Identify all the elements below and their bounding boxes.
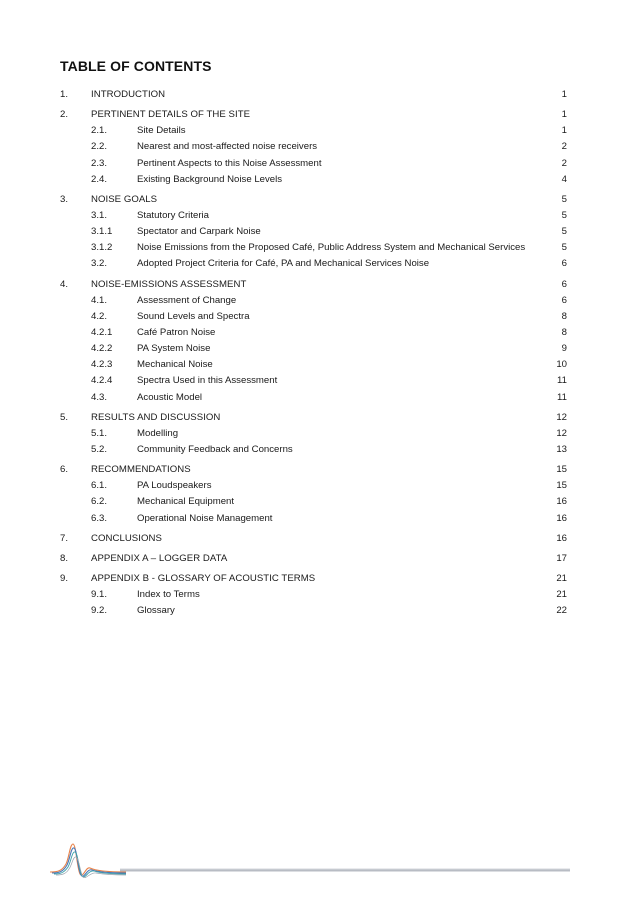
entry-number: 3.: [60, 193, 69, 205]
toc-subentry[interactable]: [60, 357, 567, 373]
entry-title: APPENDIX A – LOGGER DATA: [91, 552, 228, 564]
entry-page-number: 5: [561, 226, 567, 238]
toc-subentry[interactable]: [60, 390, 567, 406]
entry-number: 3.1.1: [91, 226, 113, 238]
entry-page-number: 9: [561, 343, 567, 355]
toc-subentry[interactable]: [60, 511, 567, 527]
entry-number: 4.2.1: [91, 326, 113, 338]
toc-subentry[interactable]: [60, 293, 567, 309]
toc-subentry[interactable]: [60, 256, 567, 272]
toc-section: [60, 531, 567, 547]
toc-section: [60, 277, 567, 406]
entry-number: 6.3.: [91, 512, 108, 524]
entry-number: 4.3.: [91, 391, 108, 403]
entry-title: Index to Terms: [137, 589, 200, 601]
toc-subentry[interactable]: [60, 442, 567, 458]
entry-page-number: 15: [556, 480, 567, 492]
footer-divider: [120, 868, 570, 872]
entry-number: 6.2.: [91, 496, 108, 508]
entry-page-number: 12: [556, 411, 567, 423]
entry-page-number: 1: [561, 109, 567, 121]
entry-number: 9.2.: [91, 605, 108, 617]
toc-subentry[interactable]: [60, 172, 567, 188]
entry-title: Glossary: [137, 605, 175, 617]
entry-title: Spectator and Carpark Noise: [137, 226, 261, 238]
entry-page-number: 17: [556, 552, 567, 564]
entry-title: RESULTS AND DISCUSSION: [91, 411, 221, 423]
entry-number: 1.: [60, 89, 69, 100]
entry-title: Acoustic Model: [137, 391, 203, 403]
entry-title: Nearest and most-affected noise receivers: [137, 141, 318, 153]
entry-page-number: 12: [556, 427, 567, 439]
entry-number: 2.: [60, 109, 69, 121]
entry-page-number: 10: [556, 359, 567, 371]
entry-title: Pertinent Aspects to this Noise Assessment: [137, 157, 322, 169]
entry-number: 2.4.: [91, 173, 108, 185]
toc-subentry[interactable]: [60, 123, 567, 139]
entry-title: Operational Noise Management: [137, 512, 273, 524]
toc-heading: TABLE OF CONTENTS: [60, 58, 212, 74]
entry-title: Noise Emissions from the Proposed Café, Public Address System and Mechanical Services: [137, 242, 526, 254]
toc-subentry[interactable]: [60, 587, 567, 603]
entry-title: Mechanical Equipment: [137, 496, 235, 508]
entry-page-number: 1: [561, 89, 567, 100]
entry-title: CONCLUSIONS: [91, 532, 162, 544]
entry-page-number: 1: [561, 125, 567, 137]
toc-section: [60, 551, 567, 567]
entry-page-number: 15: [556, 464, 567, 476]
entry-number: 3.2.: [91, 258, 108, 270]
toc-entry[interactable]: [60, 462, 567, 478]
entry-title: Sound Levels and Spectra: [137, 310, 250, 322]
toc-subentry[interactable]: [60, 494, 567, 510]
entry-title: Spectra Used in this Assessment: [137, 375, 278, 387]
toc-section: [60, 410, 567, 458]
entry-title: NOISE GOALS: [91, 193, 158, 205]
entry-title: RECOMMENDATIONS: [91, 464, 191, 476]
entry-title: APPENDIX B - GLOSSARY OF ACOUSTIC TERMS: [91, 572, 316, 584]
entry-number: 4.: [60, 278, 69, 290]
entry-number: 3.1.2: [91, 242, 113, 254]
entry-page-number: 2: [561, 141, 567, 153]
entry-number: 3.1.: [91, 209, 108, 221]
entry-title: Café Patron Noise: [137, 326, 216, 338]
toc-subentry[interactable]: [60, 341, 567, 357]
entry-page-number: 6: [561, 258, 567, 270]
entry-number: 4.2.2: [91, 343, 113, 355]
toc-subentry[interactable]: [60, 603, 567, 619]
table-of-contents: [60, 87, 567, 623]
entry-page-number: 21: [556, 572, 567, 584]
entry-title: Adopted Project Criteria for Café, PA and Mechanical Services Noise: [137, 258, 430, 270]
toc-subentry[interactable]: [60, 240, 567, 256]
toc-subentry[interactable]: [60, 224, 567, 240]
toc-section: [60, 571, 567, 619]
entry-page-number: 16: [556, 532, 567, 544]
entry-page-number: 11: [557, 375, 567, 387]
toc-section: [60, 87, 567, 103]
entry-title: NOISE-EMISSIONS ASSESSMENT: [91, 278, 247, 290]
toc-section: [60, 462, 567, 527]
entry-title: PA Loudspeakers: [137, 480, 212, 492]
entry-page-number: 13: [556, 443, 567, 455]
entry-number: 5.1.: [91, 427, 108, 439]
entry-number: 4.2.3: [91, 359, 113, 371]
entry-page-number: 8: [561, 310, 567, 322]
toc-subentry[interactable]: [60, 426, 567, 442]
entry-page-number: 5: [561, 242, 567, 254]
entry-number: 4.2.4: [91, 375, 113, 387]
entry-number: 5.: [60, 411, 69, 423]
toc-subentry[interactable]: [60, 309, 567, 325]
entry-number: 4.2.: [91, 310, 108, 322]
entry-page-number: 2: [561, 157, 567, 169]
entry-title: Existing Background Noise Levels: [137, 173, 283, 185]
entry-number: 9.: [60, 572, 69, 584]
entry-page-number: 4: [561, 173, 567, 185]
entry-number: 2.2.: [91, 141, 108, 153]
toc-subentry[interactable]: [60, 478, 567, 494]
toc-subentry[interactable]: [60, 325, 567, 341]
toc-entry[interactable]: [60, 277, 567, 293]
toc-entry[interactable]: [60, 87, 567, 103]
entry-number: 2.1.: [91, 125, 108, 137]
entry-page-number: 16: [556, 496, 567, 508]
entry-page-number: 22: [556, 605, 567, 617]
entry-page-number: 6: [561, 278, 567, 290]
toc-section: [60, 107, 567, 188]
entry-title: Modelling: [137, 427, 179, 439]
toc-subentry[interactable]: [60, 156, 567, 172]
toc-entry[interactable]: [60, 551, 567, 567]
toc-subentry[interactable]: [60, 373, 567, 389]
entry-title: INTRODUCTION: [91, 89, 166, 100]
entry-title: Mechanical Noise: [137, 359, 213, 371]
entry-title: Community Feedback and Concerns: [137, 443, 293, 455]
entry-number: 2.3.: [91, 157, 108, 169]
entry-page-number: 21: [556, 589, 567, 601]
entry-title: Statutory Criteria: [137, 209, 209, 221]
entry-number: 6.: [60, 464, 69, 476]
toc-entry[interactable]: [60, 571, 567, 587]
toc-entry[interactable]: [60, 410, 567, 426]
entry-number: 6.1.: [91, 480, 108, 492]
entry-page-number: 5: [561, 193, 567, 205]
entry-title: PERTINENT DETAILS OF THE SITE: [91, 109, 251, 121]
entry-page-number: 6: [561, 294, 567, 306]
entry-number: 5.2.: [91, 443, 108, 455]
entry-page-number: 8: [561, 326, 567, 338]
toc-subentry[interactable]: [60, 139, 567, 155]
entry-page-number: 11: [557, 391, 567, 403]
toc-entry[interactable]: [60, 192, 567, 208]
entry-title: Site Details: [137, 125, 186, 137]
toc-entry[interactable]: [60, 531, 567, 547]
entry-page-number: 5: [561, 209, 567, 221]
entry-title: PA System Noise: [137, 343, 211, 355]
entry-number: 9.1.: [91, 589, 108, 601]
toc-subentry[interactable]: [60, 208, 567, 224]
entry-number: 7.: [60, 532, 69, 544]
entry-number: 4.1.: [91, 294, 108, 306]
waveform-logo-icon: [48, 838, 128, 882]
entry-page-number: 16: [556, 512, 567, 524]
toc-section: [60, 192, 567, 273]
entry-number: 8.: [60, 552, 69, 564]
entry-title: Assessment of Change: [137, 294, 237, 306]
toc-entry[interactable]: [60, 107, 567, 123]
